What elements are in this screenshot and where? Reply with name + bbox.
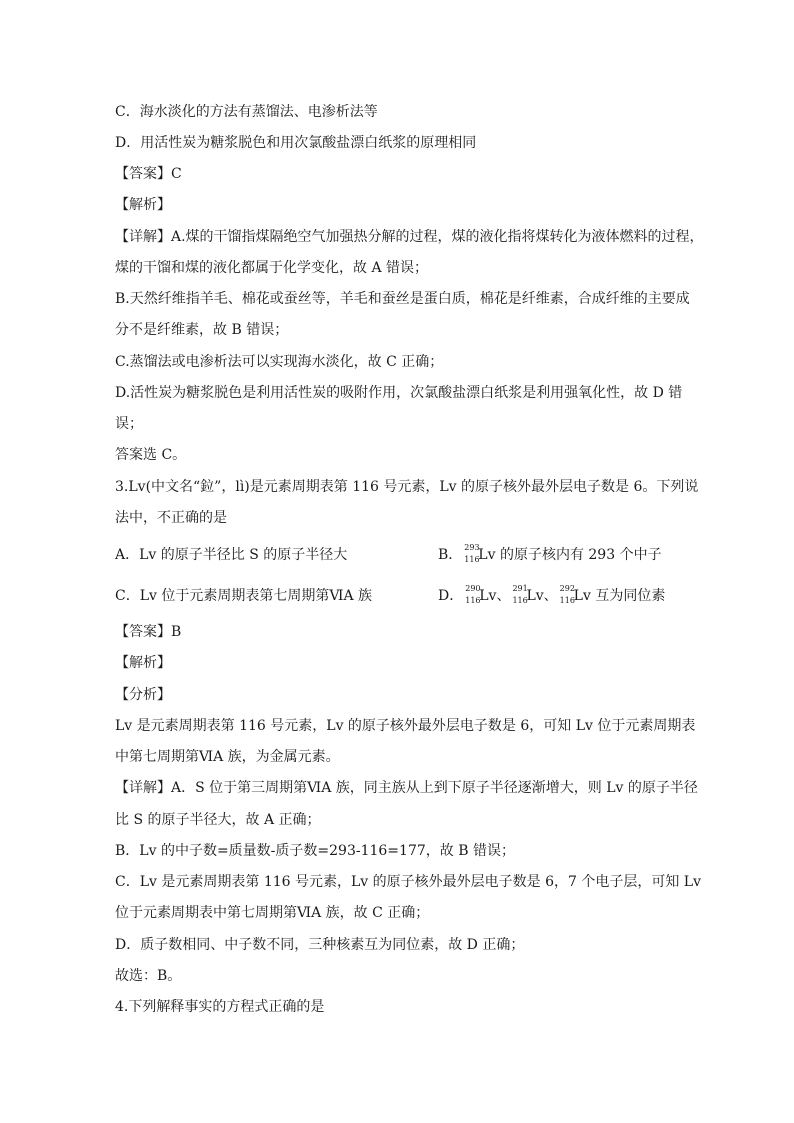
q3-answer: 【答案】B [115, 624, 182, 640]
nuclide-notation [558, 586, 574, 606]
q2-option-c: C．海水淡化的方法有蒸馏法、电渗析法等 [115, 104, 378, 120]
q3-analysis-heading: 【解析】 [115, 655, 171, 671]
q3-option-d-prefix: D． [438, 588, 464, 604]
nuclide-mass-number: 292 [559, 584, 575, 593]
nuclide-mass-number: 291 [512, 584, 528, 593]
separator: 、 [543, 588, 558, 604]
nuclide-notation [510, 586, 526, 606]
q3-option-b-prefix: B． [438, 547, 463, 563]
nuclide-mass-number: 290 [465, 584, 481, 593]
q3-fenxi-line1: Lv 是元素周期表第 116 号元素，Lv 的原子核外最外层电子数是 6，可知 Lv 位于元素周期表 [115, 718, 696, 734]
nuclide-notation [463, 586, 479, 606]
q3-detail-c-line2: 位于元素周期表中第七周期第ⅥA 族，故 C 正确； [115, 905, 430, 921]
q2-detail-d-line1: D.活性炭为糖浆脱色是利用活性炭的吸附作用，次氯酸盐漂白纸浆是利用强氧化性，故 D 错 [115, 385, 683, 401]
q3-option-c: C．Lv 位于元素周期表第七周期第ⅥA 族 [115, 588, 373, 604]
q3-detail-b: B．Lv 的中子数=质量数-质子数=293-116=177，故 B 错误； [115, 843, 515, 859]
nuclide-atomic-number: 116 [512, 596, 528, 605]
q4-stem: 4.下列解释事实的方程式正确的是 [115, 999, 325, 1015]
q2-detail-a-line2: 煤的干馏和煤的液化都属于化学变化，故 A 错误； [115, 260, 429, 276]
q3-stem-line2: 法中，不正确的是 [115, 510, 227, 526]
q2-detail-c: C.蒸馏法或电渗析法可以实现海水淡化，故 C 正确； [115, 354, 444, 370]
q2-option-d: D．用活性炭为糖浆脱色和用次氯酸盐漂白纸浆的原理相同 [115, 135, 477, 151]
q2-detail-a-line1: 【详解】A.煤的干馏指煤隔绝空气加强热分解的过程，煤的液化指将煤转化为液体燃料的过程， [115, 229, 704, 245]
q2-detail-b-line2: 分不是纤维素，故 B 错误； [115, 322, 289, 338]
nuclide-symbol: Lv [526, 588, 544, 604]
q3-detail-c-line1: C．Lv 是元素周期表第 116 号元素，Lv 的原子核外最外层电子数是 6，7 个电子层，可知 Lv [115, 874, 702, 890]
q3-detail-a-line2: 比 S 的原子半径大，故 A 正确； [115, 812, 321, 828]
q3-option-a: A．Lv 的原子半径比 S 的原子半径大 [115, 547, 348, 563]
q2-detail-b-line1: B.天然纤维指羊毛、棉花或蚕丝等，羊毛和蚕丝是蛋白质，棉花是纤维素，合成纤维的主要成 [115, 291, 690, 307]
nuclide-symbol: Lv [479, 588, 497, 604]
nuclide-notation [462, 545, 478, 565]
nuclide-atomic-number: 116 [559, 596, 575, 605]
q3-detail-d: D．质子数相同、中子数不同，三种核素互为同位素，故 D 正确； [115, 937, 525, 953]
q3-conclusion: 故选：B。 [115, 968, 182, 984]
nuclide-atomic-number: 116 [464, 555, 480, 564]
q2-conclusion: 答案选 C。 [115, 447, 187, 463]
q3-option-b [438, 545, 662, 565]
q3-option-d [438, 586, 665, 606]
q3-fenxi-line2: 中第七周期第ⅥA 族，为金属元素。 [115, 749, 340, 765]
q3-detail-a-line1: 【详解】A．S 位于第三周期第ⅥA 族，同主族从上到下原子半径逐渐增大，则 Lv 的原子半径 [115, 780, 698, 796]
q3-fenxi-heading: 【分析】 [115, 687, 171, 703]
q2-answer: 【答案】C [115, 166, 182, 182]
separator: 、 [496, 588, 511, 604]
q2-detail-d-line2: 误； [115, 416, 143, 432]
q3-option-b-text: Lv 的原子核内有 293 个中子 [478, 547, 662, 563]
nuclide-mass-number: 293 [464, 543, 480, 552]
q2-analysis-heading: 【解析】 [115, 197, 171, 213]
nuclide-atomic-number: 116 [465, 596, 481, 605]
q3-stem-line1: 3.Lv(中文名“鉝”，lì)是元素周期表第 116 号元素，Lv 的原子核外最外层电子数是 6。下列说 [115, 479, 699, 495]
nuclide-symbol: Lv [573, 588, 591, 604]
q3-option-d-text: 互为同位素 [595, 588, 666, 604]
